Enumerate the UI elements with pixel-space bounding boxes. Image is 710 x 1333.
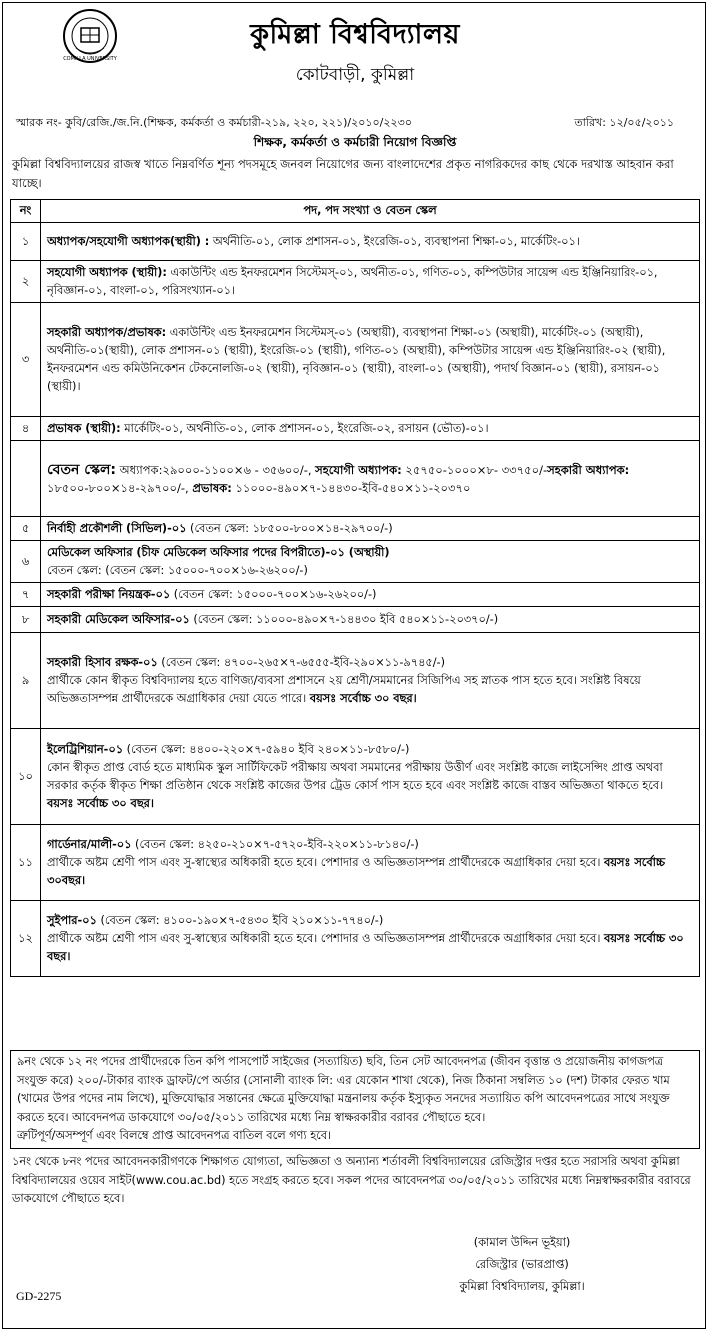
row-number: ৪ [11,417,41,441]
table-row [11,901,700,977]
row-number: ৬ [11,541,41,583]
pay-scale-desc [41,441,700,517]
post-text: মার্কেটিং-০১, অর্থনীতি-০১, লোক প্রশাসন-০১, ইংরেজি-০২, রসায়ন (ভৌত)-০১। [120,421,489,435]
signatory-name: (কামাল উদ্দিন ভূইয়া) [473,1236,571,1249]
signatory-designation: রেজিস্ট্রার (ভারপ্রাপ্ত) [475,1258,569,1271]
row-number: ১ [11,223,41,261]
row-desc [41,729,700,825]
table-row [11,633,700,729]
assoc-scale: ২৫৭৫০-১০০০×৮- ৩৩৭৫০/- [405,462,548,477]
post-title: সুইপার-০১ [47,913,97,927]
circular-title: শিক্ষক, কর্মকর্তা ও কর্মচারী নিয়োগ বিজ্ঞপ্তি [253,135,457,149]
row-desc [41,607,700,633]
post-title: ইলেট্রিশিয়ান-০১ [47,742,124,756]
table-row [11,607,700,633]
posts-table [10,199,700,977]
notes-paragraph: ৯নং থেকে ১২ নং পদের প্রার্থীদেরকে তিন কপি পাসপোর্ট সাইজের (সত্যায়িত) ছবি, তিন সেট আবেদনপত্র (জীবন বৃত্তান্ত ও প্রয়োজনীয় কাগজপত্র সংযুক্ত করে) ২০০/-টাকার ব্যাংক ড্রাফট/পে অর্ডার (সোনালী ব্যাংক লি: এর যেকোন শাখা থেকে), নিজ ঠিকানা সম্বলিত ১০ (দশ) টাকার ফেরত খাম (খামের উপর পদের নাম লিখে), মুক্তিযোদ্ধার সন্তানের ক্ষেত্রে মুক্তিযোদ্ধা মন্ত্রনালয় কর্তৃক ইস্যুকৃত সনদের সত্যায়িত কপি আবেদনপত্রের সাথে সংযুক্ত করতে হবে। আবেদনপত্র ডাকযোগে ৩০/০৫/২০১১ তারিখের মধ্যে নিম্ন স্বাক্ষরকারীর বরাবর পৌছাতে হবে। [17,1055,670,1124]
post-text: (বেতন স্কেল: ১৫০০০-৭০০×১৬-২৬২০০/-) [170,587,377,601]
post-title: সহকারী পরীক্ষা নিয়ন্ত্রক-০১ [47,587,171,601]
row-number: ২ [11,261,41,303]
row-desc [41,901,700,977]
table-row [11,303,700,417]
lect-label: প্রভাষক: [192,480,232,495]
post-title: মেডিকেল অফিসার (চীফ মেডিকেল অফিসার পদের বিপরীতে)-০১ (অস্থায়ী) [47,545,390,559]
post-detail: প্রার্থীকে অষ্টম শ্রেণী পাস এবং সু-স্বাস্থ্যের অধিকারী হতে হবে। পেশাদার ও অভিজ্ঞতাসম্পন্ন প্রার্থীদেরকে অগ্রাধিকার দেয়া হবে। [47,931,601,945]
asst-scale: ১৮৫০০-৮০০×১৪-২৯৭০০/-, [47,480,189,495]
row-desc [41,825,700,901]
post-title: নির্বাহী প্রকৌশলী (সিভিল)-০১ [47,521,187,535]
table-row [11,517,700,541]
memo-number: স্মারক নং- কুবি/রেজি./জ.নি.(শিক্ষক, কর্মকর্তা ও কর্মচারী-২১৯, ২২০, ২২১)/২০১০/২২৩০ [16,116,412,129]
post-title: সহকারী মেডিকেল অফিসার-০১ [47,612,190,626]
notes-rejection: ত্রুটিপূর্ণ/অসম্পূর্ণ এবং বিলম্বে প্রাপ্ত আবেদনপত্র বাতিল বলে গণ্য হবে। [17,1129,332,1142]
university-name: কুমিল্লা বিশ্ববিদ্যালয় [250,19,460,50]
row-number: ৮ [11,607,41,633]
post-title: প্রভাষক (স্থায়ী): [47,421,121,435]
post-text: অর্থনীতি-০১, লোক প্রশাসন-০১, ইংরেজি-০১, ব্যবস্থাপনা শিক্ষা-০১, মার্কেটিং-০১। [209,234,580,248]
assoc-label: সহযোগী অধ্যাপক: [315,462,402,477]
row-number: ৭ [11,583,41,607]
col-header-desc: পদ, পদ সংখ্যা ও বেতন স্কেল [41,200,700,223]
row-number-empty [11,441,41,517]
row-number: ১০ [11,729,41,825]
lect-scale: ১১০০০-৪৯০×৭-১৪৪৩০-ইবি-৫৪০×১১-২০৩৭০ [235,480,471,495]
post-title: গার্ডেনার/মালী-০১ [47,837,132,851]
col-header-no: নং [11,200,41,223]
table-row [11,417,700,441]
post-text: (বেতন স্কেল: ৪৪০০-২২০×৭-৫৯৪০ ইবি ২৪০×১১-৮৫৮০/-) [123,742,410,756]
signatory-office: কুমিল্লা বিশ্ববিদ্যালয়, কুমিল্লা। [459,1280,585,1293]
post-text: একাউন্টিং এন্ড ইনফরমেশন সিস্টেমস্-০১ (অস্থায়ী), ব্যবস্থাপনা শিক্ষা-০১ (অস্থায়ী), মার্কেটিং-০১ (অস্থায়ী), অর্থনীতি-০১(স্থায়ী), লোক প্রশাসন-০১ (স্থায়ী), ইংরেজি-০১ (স্থায়ী), গণিত-০১ (অস্থায়ী), কম্পিউটার সায়েন্স এন্ড ইঞ্জিনিয়ারিং-০২ (স্থায়ী), ইনফরমেশন এন্ড কমিউনিকেশন টেকনোলজি-০২ (স্থায়ী), নৃবিজ্ঞান-০১ (স্থায়ী), বাংলা-০১ (অস্থায়ী), পদার্থ বিজ্ঞান-০১ (স্থায়ী), রসায়ন-০১ (স্থায়ী)। [47,325,666,393]
post-age: বয়সঃ সর্বোচ্চ ৩০ বছর। [47,796,154,810]
application-instructions: ১নং থেকে ৮নং পদের আবেদনকারীগণকে শিক্ষাগত যোগ্যতা, অভিজ্ঞতা ও অন্যান্য শর্তাবলী বিশ্ববিদ্যালয়ের রেজিস্ট্রার দপ্তর হতে সরাসরি অথবা কুমিল্লা বিশ্ববিদ্যালয়ের ওয়েব সাইট(www.cou.ac.bd) হতে সংগ্রহ করতে হবে। সকল পদের আবেদনপত্র ৩০/০৫/২০১১ তারিখের মধ্যে নিম্নস্বাক্ষরকারীর বরাবরে ডাকযোগে পৌছাতে হবে। [12,1155,691,1205]
post-title: সহযোগী অধ্যাপক (স্থায়ী): [47,265,167,279]
application-notes [10,1050,700,1149]
post-title: অধ্যাপক/সহযোগী অধ্যাপক(স্থায়ী) : [47,234,210,248]
table-row [11,541,700,583]
post-age: বয়সঃ সর্বোচ্চ ৩০ বছর। [309,691,417,705]
table-row [11,261,700,303]
post-text: একাউন্টিং এন্ড ইনফরমেশন সিস্টেমস্-০১, অর্থনীত-০১, গণিত-০১, কম্পিউটার সায়েন্স এন্ড ইঞ্জিনিয়ারিং-০১, নৃবিজ্ঞান-০১, বাংলা-০১, পরিসংখ্যান-০১। [47,265,658,297]
row-desc [41,303,700,417]
post-text: বেতন স্কেল: (বেতন স্কেল: ১৫০০০-৭০০×১৬-২৬২০০/-) [47,563,308,577]
pay-scale-row [11,441,700,517]
university-address: কোটবাড়ী, কুমিল্লা [295,65,415,85]
post-text: (বেতন স্কেল: ১১০০০-৪৯০×৭-১৪৪৩০ ইবি ৫৪০×১১-২০৩৭০/-) [189,612,499,626]
pay-scale-label: বেতন স্কেল: [47,461,117,478]
post-detail: প্রার্থীকে কোন স্বীকৃত বিশ্ববিদ্যালয় হতে বাণিজ্য/ব্যবসা প্রশাসনে ২য় শ্রেণী/সমমানের সিজিপিএ সহ স্নাতক পাস হতে হবে। সংশ্লিষ্ট বিষয়ে অভিজ্ঞতাসম্পন্ন প্রার্থীদেরকে অগ্রাধিকার দেয়া যেতে পারে। [47,673,641,705]
post-text: (বেতন স্কেল: ৪২৫০-২১০×৭-৫৭২০-ইবি-২২০×১১-৮১৪০/-) [131,837,419,851]
row-desc [41,417,700,441]
post-text: (বেতন স্কেল: ১৮৫০০-৮০০×১৪-২৯৭০০/-) [186,521,393,535]
row-number: ৩ [11,303,41,417]
row-desc [41,541,700,583]
post-title: সহকারী হিসাব রক্ষক-০১ [47,655,158,669]
signature-block [372,1232,672,1298]
post-age: বয়সঃ সর্বোচ্চ ৩০বছর। [47,855,665,887]
table-row [11,583,700,607]
prof-label: অধ্যাপক: [119,462,163,477]
post-detail: কোন স্বীকৃত প্রাপ্ত বোর্ড হতে মাধ্যমিক স্কুল সার্টিফিকেট পরীক্ষায় অথবা সমমানের পরীক্ষায় উত্তীর্ণ এবং সংশ্লিষ্ট কাজে লাইসেন্সিং প্রাপ্ত অথবা সরকার কর্তৃক স্বীকৃত শিক্ষা প্রতিষ্ঠান থেকে সংশ্লিষ্ট কাজের উপর ট্রেড কোর্স পাস হতে হবে এবং সংশ্লিষ্ট কাজে বাস্তব অভিজ্ঞতা থাকতে হবে। [47,760,664,792]
prof-scale: ২৯০০০-১১০০×৬ - ৩৫৬০০/-, [162,462,312,477]
post-detail: প্রার্থীকে অষ্টম শ্রেণী পাস এবং সু-স্বাস্থ্যের অধিকারী হতে হবে। পেশাদার ও অভিজ্ঞতাসম্পন্ন প্রার্থীদেরকে অগ্রাধিকার দেয়া হবে। [47,855,601,869]
row-number: ১১ [11,825,41,901]
svg-text:COMILLA UNIVERSITY: COMILLA UNIVERSITY [63,56,117,62]
asst-label: সহকারী অধ্যাপক: [547,462,630,477]
gd-number: GD-2275 [16,1289,62,1303]
row-desc [41,633,700,729]
row-desc [41,583,700,607]
table-row [11,825,700,901]
row-number: ৯ [11,633,41,729]
row-desc [41,261,700,303]
intro-paragraph: কুমিল্লা বিশ্ববিদ্যালয়ের রাজস্ব খাতে নিম্নবর্ণিত শূন্য পদসমূহে জনবল নিয়োগের জন্য বাংলাদেশের প্রকৃত নাগরিকদের কাছ থেকে দরখাস্ত আহবান করা যাচ্ছে। [12,157,674,190]
post-text: (বেতন স্কেল: ৪১০০-১৯০×৭-৫৪৩০ ইবি ২১০×১১-৭৭৪০/-) [96,913,384,927]
row-desc [41,223,700,261]
table-row [11,729,700,825]
row-number: ১২ [11,901,41,977]
row-desc [41,517,700,541]
post-text: (বেতন স্কেল: ৪৭০০-২৬৫×৭-৬৫৫৫-ইবি-২৯০×১১-৯৭৪৫/-) [157,655,446,669]
table-row [11,223,700,261]
table-header-row [11,200,700,223]
post-title: সহকারী অধ্যাপক/প্রভাষক: [47,325,167,339]
row-number: ৫ [11,517,41,541]
post-age: বয়সঃ সর্বোচ্চ ৩০ বছর। [47,931,684,963]
memo-date: তারিখ: ১২/০৫/২০১১ [574,116,674,129]
